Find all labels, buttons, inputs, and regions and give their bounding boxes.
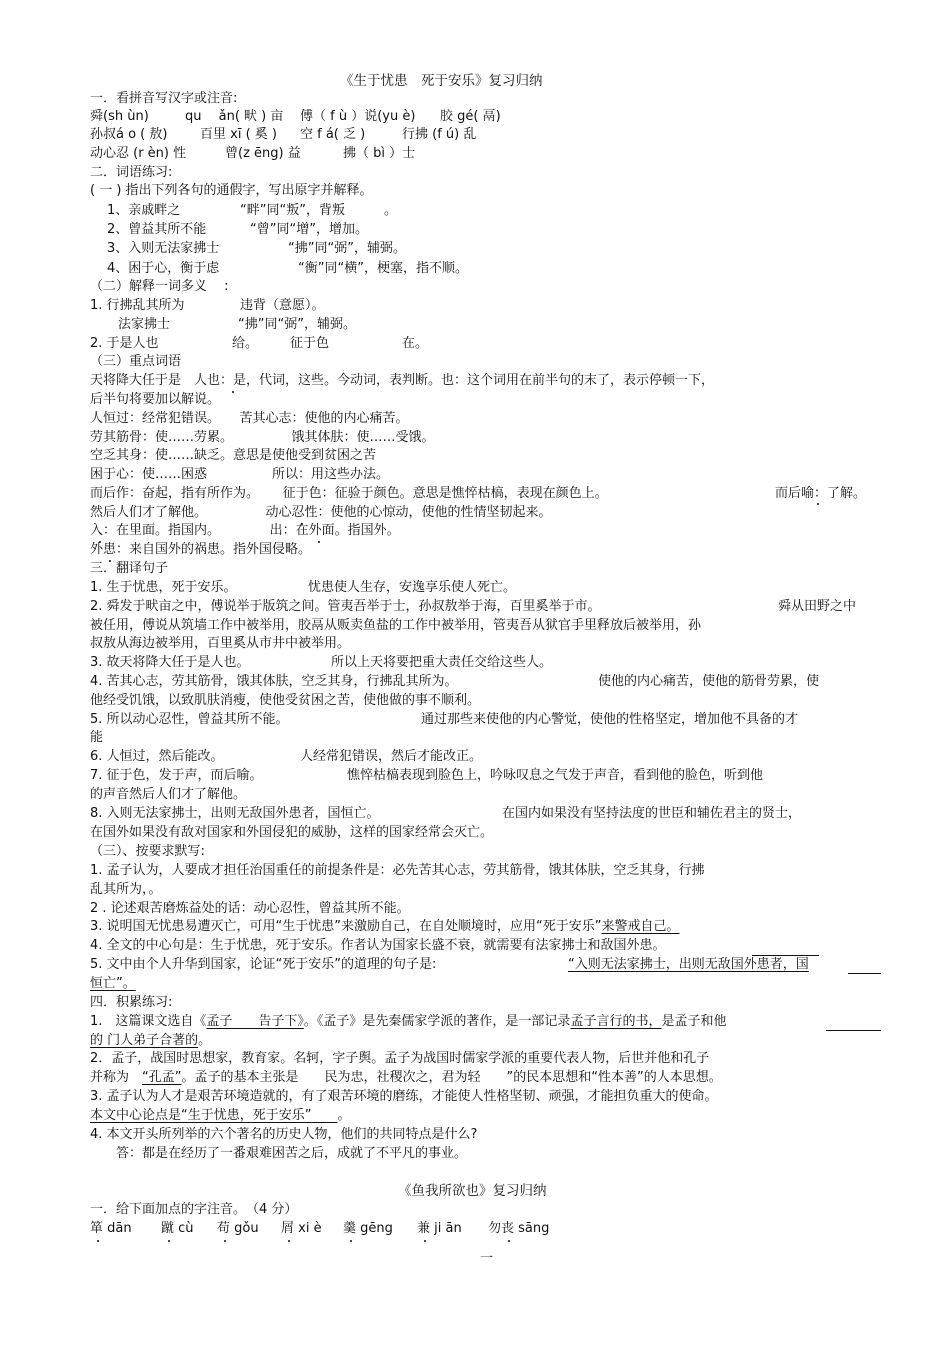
key-word-line: 人恒过：经常犯错误。 苦其心志：使他的内心痛苦。	[90, 411, 409, 426]
key-word-line: 然后人们才了解他。 动心忍性：使他的心惊动，使他的性情坚韧起来。	[90, 505, 552, 520]
pinyin-item: 舜(sh ùn)	[90, 109, 149, 124]
dictation-heading: （三）、按要求默写:	[90, 844, 205, 859]
dictation-line: 4. 全文的中心句是：生于忧患，死于安乐。作者认为国家长盛不衰，就需要有法家拂士和敌国外患。	[90, 938, 666, 953]
translation-source: 8. 入则无法家拂士，出则无敌国外患者，国恒亡。	[90, 806, 380, 821]
translation-source: 7. 征于色，发于声，而后喻。	[90, 768, 263, 783]
polysemy-answer: 给。	[232, 336, 259, 351]
dictation-text: 3. 说明国无忧患易遭灭亡，可用“生于忧患”来激励自己，在自处顺境时，应用“死于安乐”	[90, 919, 602, 934]
pinyin-item: 空 f á( 乏 )	[300, 127, 366, 142]
pinyin-item: 曾(z ēng) 益	[225, 146, 301, 161]
pinyin-item: 动心忍 (r èn) 性	[90, 146, 187, 161]
accumulation-line: 2．孟子，战国时思想家，教育家。名轲，字子舆。孟子为战国时儒家学派的重要代表人物，后世并他和孔子	[90, 1051, 710, 1066]
translation-source: 1. 生于忧患，死于安乐。	[90, 580, 237, 595]
accumulation-text: 。孟子的基本主张是 民为忠，社稷次之，君为轻 ”的民本思想和“性本善”的人本思想。	[181, 1070, 722, 1085]
emphasis-dot	[350, 1240, 352, 1242]
key-words-subheading: （三）重点词语	[90, 354, 182, 369]
accumulation-answer: 本文中心论点是“生于忧患，死于安乐”	[90, 1108, 312, 1123]
tongjia-subheading: ( 一 ) 指出下列各句的通假字，写出原字并解释。	[90, 183, 373, 198]
phonetic-item: 勿丧 sāng	[488, 1221, 550, 1236]
accumulation-line: 4. 本文开头所列举的六个著名的历史人物，他们的共同特点是什么?	[90, 1127, 478, 1142]
emphasis-dot	[97, 1240, 99, 1242]
polysemy-answer: 违背（意愿）。	[240, 298, 325, 313]
accumulation-answer: 孟子言行的书，	[570, 1014, 662, 1029]
title-sheng-yu-you-huan: 《生于忧患 死于安乐》复习归纳	[340, 73, 543, 89]
polysemy-answer: “拂”同“弼”，辅弼。	[238, 317, 356, 332]
pinyin-item: 胶 gé( 鬲)	[440, 109, 501, 124]
key-word-line: 入：在里面。指国内。 出：在外面。指国外。	[90, 523, 400, 538]
translation-answer: 所以上天将要把重大责任交给这些人。	[331, 655, 553, 670]
accumulation-text: 。	[198, 1033, 212, 1048]
pinyin-item: qu ǎn( 畎 ) 亩	[185, 109, 284, 124]
translation-answer: 人经常犯错误，然后才能改正。	[300, 749, 483, 764]
accumulation-text: 1. 这篇课文选自《	[90, 1014, 207, 1029]
tongjia-answer: “畔”同“叛”，背叛 。	[240, 203, 397, 218]
key-word-line: 外患：来自国外的祸患。指外国侵略。	[90, 542, 312, 557]
translation-answer: 被任用，傅说从筑墙工作中被举用，胶鬲从贩卖鱼盐的工作中被举用，管夷吾从狱官手里释放后被举用，孙	[90, 618, 702, 633]
dictation-line: 5. 文中由个人升华到国家，论证“死于安乐”的道理的句子是:	[90, 957, 437, 972]
section3-heading: 三．翻译句子	[90, 561, 169, 576]
accumulation-line	[90, 1013, 726, 1031]
polysemy-subheading: （二）解释一词多义 :	[90, 279, 229, 294]
title-yu-wo-suo-yu-ye: 《鱼我所欲也》复习归纳	[398, 1183, 547, 1199]
accumulation-answer: 答：都是在经历了一番艰难困苦之后，成就了不平凡的事业。	[116, 1146, 468, 1161]
answer-underline	[826, 1030, 881, 1031]
tongjia-answer: “衡”同“横”，梗塞，指不顺。	[298, 261, 468, 276]
accumulation-line	[90, 1107, 351, 1125]
polysemy-answer: 在。	[402, 336, 429, 351]
dictation-line	[90, 918, 680, 936]
page-number: 一	[480, 1251, 494, 1266]
translation-answer: 忧患使人生存，安逸享乐使人死亡。	[308, 580, 517, 595]
accumulation-answer: 的 门人弟子合著的	[90, 1033, 199, 1048]
phonetic-item: 兼 ji ān	[417, 1221, 462, 1236]
key-word-line: 后半句将要加以解说。	[90, 392, 221, 407]
key-word-line: 困于心：使……困惑 所以：用这些办法。	[90, 467, 390, 482]
section6-heading: 一．给下面加点的字注音。 （4 分）	[90, 1202, 298, 1217]
emphasis-dot	[232, 391, 234, 393]
dictation-line: 乱其所为，。	[90, 882, 162, 897]
translation-answer: 能	[90, 730, 104, 745]
pinyin-item: 百里 xī ( 奚 )	[200, 127, 277, 142]
accumulation-text: 是孟子和他	[661, 1014, 727, 1029]
key-word-line: 劳其筋骨：使……劳累。 饿其体肤：使……受饿。	[90, 430, 435, 445]
polysemy-sentence: 1. 行拂乱其所为	[90, 298, 185, 313]
polysemy-sentence: 法家拂士	[118, 317, 171, 332]
phonetic-item: 屑 xi è	[281, 1221, 322, 1236]
tongjia-sentence: 1、亲戚畔之	[107, 203, 181, 218]
key-word-line: 而后喻：了解。	[775, 486, 867, 501]
section1-heading: 一．看拼音写汉字或注音:	[90, 91, 238, 106]
tongjia-sentence: 4、困于心，衡于虑	[107, 261, 220, 276]
accumulation-answer: “孔孟”	[142, 1070, 182, 1085]
dictation-answer: 恒亡”。	[90, 976, 136, 991]
phonetic-item: 羹 gēng	[343, 1221, 393, 1236]
translation-source: 4. 苦其心志，劳其筋骨，饿其体肤，空乏其身，行拂乱其所为。	[90, 674, 458, 689]
phonetic-item: 蹴 cù	[161, 1221, 194, 1236]
pinyin-item: 傅（ f ù ）说(yu è)	[300, 109, 416, 124]
key-word-line: 天将降大任于是 人也：是，代词，这些。今动词，表判断。也：这个词用在前半句的末了，表示停顿一下，	[90, 373, 715, 388]
answer-underline	[848, 973, 881, 974]
tongjia-sentence: 3、入则无法家拂士	[107, 241, 220, 256]
pinyin-item: 拂（ bì ）士	[343, 146, 416, 161]
dictation-line: 2 . 论述艰苦磨炼益处的话：动心忍性，曾益其所不能。	[90, 901, 410, 916]
translation-answer: 通过那些来使他的内心警觉，使他的性格坚定，增加他不具备的才	[421, 712, 799, 727]
accumulation-text: 。	[337, 1108, 351, 1123]
dictation-answer: 来警戒自己。	[601, 919, 680, 934]
translation-answer: 他经受饥饿，以致肌肤消瘦，使他受贫困之苦，使他做的事不顺利。	[90, 693, 481, 708]
tongjia-sentence: 2、曾益其所不能	[107, 222, 207, 237]
emphasis-dot	[424, 1240, 426, 1242]
phonetic-item: 箪 dān	[90, 1221, 132, 1236]
phonetic-item: 苟 gǒu	[217, 1221, 259, 1236]
emphasis-dot	[168, 1240, 170, 1242]
translation-source: 3. 故天将降大任于是人也。	[90, 655, 250, 670]
key-word-line: 而后作：奋起，指有所作为。 征于色：征验于颜色。意思是憔悴枯槁，表现在颜色上。	[90, 486, 608, 501]
pinyin-item: 行拂 (f ú) 乱	[402, 127, 477, 142]
dictation-answer: “入则无法家拂士，出则无敌国外患者，国	[568, 957, 809, 972]
tongjia-answer: “曾”同“增”，增加。	[250, 222, 368, 237]
accumulation-text: 。《孟子》是先秦儒家学派的著作，是一部记录	[303, 1014, 571, 1029]
emphasis-dot	[817, 503, 819, 505]
section4-heading: 四．积累练习:	[90, 995, 173, 1010]
translation-answer: 在国内如果没有坚持法度的世臣和辅佐君主的贤士，	[502, 806, 802, 821]
translation-answer: 在国外如果没有敌对国家和外国侵犯的威胁，这样的国家经常会灭亡。	[90, 825, 494, 840]
section2-heading: 二．词语练习:	[90, 165, 173, 180]
pinyin-item: 孙叔á o ( 敖)	[90, 127, 168, 142]
dictation-line: 1. 孟子认为，人要成才担任治国重任的前提条件是：必先苦其心志，劳其筋骨，饿其体肤，空乏其身，行拂	[90, 863, 705, 878]
emphasis-dot	[224, 1240, 226, 1242]
accumulation-line	[90, 1069, 722, 1087]
key-word-line: 空乏其身：使……缺乏。意思是使他受到贫困之苦	[90, 448, 377, 463]
emphasis-dot	[508, 1240, 510, 1242]
emphasis-dot	[288, 1240, 290, 1242]
translation-answer: 的声音然后人们才了解他。	[90, 787, 247, 802]
translation-answer: 使他的内心痛苦，使他的筋骨劳累，使	[598, 674, 820, 689]
accumulation-line: 3. 孟子认为人才是艰苦环境造就的，有了艰苦环境的磨练，才能使人性格坚韧、顽强，才能担负重大的使命。	[90, 1089, 718, 1104]
translation-answer: 舜从田野之中	[778, 599, 857, 614]
translation-source: 6. 人恒过，然后能改。	[90, 749, 224, 764]
translation-answer: 叔敖从海边被举用，百里奚从市井中被举用。	[90, 636, 351, 651]
accumulation-line	[90, 1032, 211, 1050]
accumulation-answer: 孟子 告子下》	[206, 1014, 304, 1029]
polysemy-sentence: 2. 于是人也	[90, 336, 159, 351]
emphasis-dot	[318, 541, 320, 543]
translation-answer: 憔悴枯槁表现到脸色上，吟咏叹息之气发于声音，看到他的脸色，听到他	[347, 768, 764, 783]
translation-source: 5. 所以动心忍性，曾益其所不能。	[90, 712, 289, 727]
polysemy-sentence: 征于色	[290, 336, 330, 351]
translation-source: 2. 舜发于畎亩之中，傅说举于版筑之间。管夷吾举于士，孙叔敖举于海，百里奚举于市。	[90, 599, 601, 614]
tongjia-answer: “拂”同“弼”，辅弼。	[288, 241, 406, 256]
accumulation-text: 并称为	[90, 1070, 130, 1085]
